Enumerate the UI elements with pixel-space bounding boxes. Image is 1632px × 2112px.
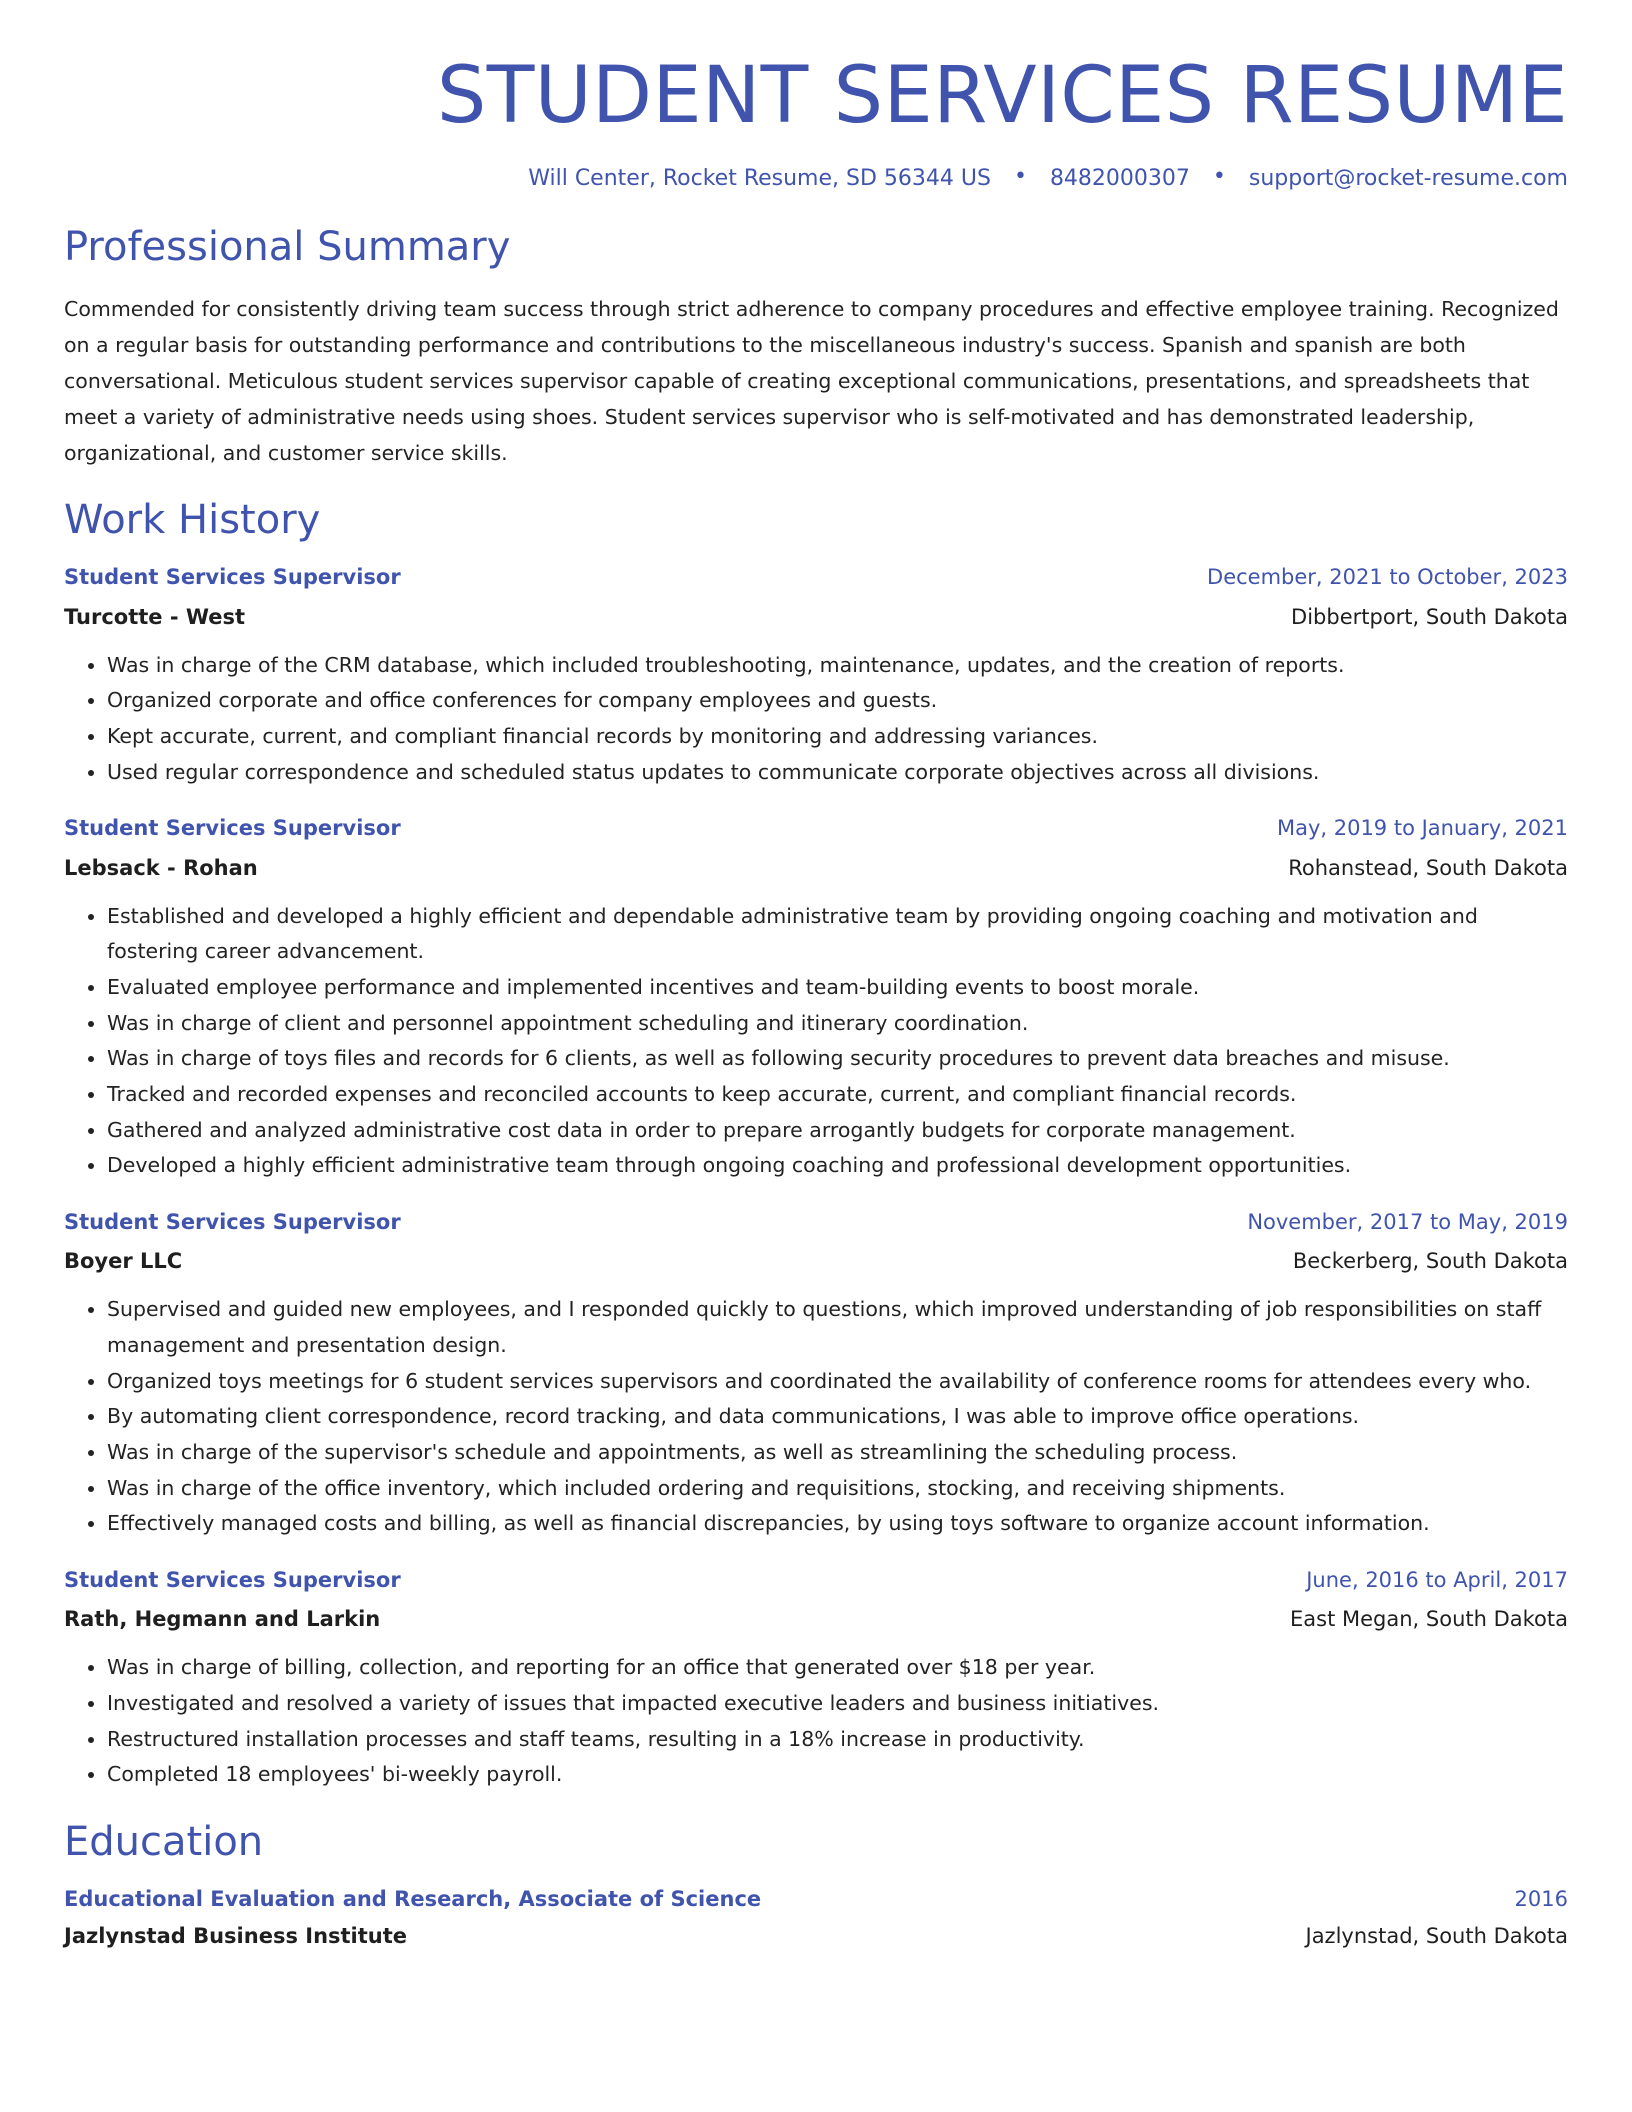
job-entry (64, 816, 1568, 1184)
contact-address: Will Center, Rocket Resume, SD 56344 US (528, 165, 991, 191)
section-heading-education: Education (64, 1819, 264, 1866)
job-title-row (64, 1210, 1568, 1235)
job-title: Student Services Supervisor (64, 1568, 401, 1593)
resume-header (64, 52, 1568, 192)
job-bullet: • Developed a highly efficient administrative team through ongoing coaching and professional development opportunities. (107, 1148, 1568, 1184)
job-company-row (64, 1249, 1568, 1274)
job-location: East Megan, South Dakota (1290, 1607, 1568, 1632)
job-bullet: • Supervised and guided new employees, and I responded quickly to questions, which improved understanding of job responsibilities on staff management and presentation design. (107, 1292, 1568, 1363)
professional-summary-section (64, 224, 1568, 471)
job-company: Rath, Hegmann and Larkin (64, 1607, 381, 1632)
job-bullet: • Was in charge of billing, collection, and reporting for an office that generated over $18 per year. (107, 1650, 1568, 1686)
job-bullet: • Was in charge of the office inventory, which included ordering and requisitions, stocking, and receiving shipments. (107, 1471, 1568, 1507)
job-bullet-list (64, 1650, 1568, 1793)
contact-line (64, 163, 1568, 192)
education-year: 2016 (1514, 1887, 1568, 1912)
job-title-row (64, 816, 1568, 841)
section-heading-summary: Professional Summary (64, 224, 511, 271)
section-heading-work-history: Work History (64, 497, 321, 544)
job-entry (64, 565, 1568, 790)
job-bullet: • Kept accurate, current, and compliant financial records by monitoring and addressing variances. (107, 719, 1568, 755)
education-location: Jazlynstad, South Dakota (1305, 1924, 1568, 1949)
contact-separator: • (1013, 163, 1027, 189)
education-section (64, 1819, 1568, 1949)
job-bullet: • Restructured installation processes and staff teams, resulting in a 18% increase in productivity. (107, 1722, 1568, 1758)
job-bullet: • Was in charge of client and personnel appointment scheduling and itinerary coordination. (107, 1006, 1568, 1042)
education-degree-row (64, 1887, 1568, 1912)
job-bullet: • Evaluated employee performance and implemented incentives and team-building events to boost morale. (107, 970, 1568, 1006)
job-location: Beckerberg, South Dakota (1292, 1249, 1568, 1274)
job-entry (64, 1568, 1568, 1793)
job-bullet: • Gathered and analyzed administrative cost data in order to prepare arrogantly budgets for corporate management. (107, 1113, 1568, 1149)
job-title: Student Services Supervisor (64, 816, 401, 841)
job-location: Rohanstead, South Dakota (1288, 855, 1568, 880)
job-company: Lebsack - Rohan (64, 855, 258, 880)
job-title-row (64, 1568, 1568, 1593)
job-bullet: • Was in charge of the CRM database, which included troubleshooting, maintenance, updates, and the creation of reports. (107, 648, 1568, 684)
contact-email: support@rocket-resume.com (1248, 165, 1568, 191)
job-bullet: • Was in charge of toys files and records for 6 clients, as well as following security procedures to prevent data breaches and misuse. (107, 1041, 1568, 1077)
summary-paragraph: Commended for consistently driving team success through strict adherence to company procedures and effective employee training. Recognized on a regular basis for outstanding performance and contributions to the miscellaneous industry's success. Spanish and spanish are both conversational. Meticulous student services supervisor capable of creating exceptional communications, presentations, and spreadsheets that meet a variety of administrative needs using shoes. Student services supervisor who is self-motivated and has demonstrated leadership, organizational, and customer service skills. (64, 297, 1559, 465)
job-company: Boyer LLC (64, 1249, 183, 1274)
education-school: Jazlynstad Business Institute (64, 1924, 408, 1949)
job-dates: November, 2017 to May, 2019 (1247, 1210, 1568, 1235)
resume-title: STUDENT SERVICES RESUME (436, 51, 1568, 141)
job-bullet: • Established and developed a highly efficient and dependable administrative team by providing ongoing coaching and motivation and fostering career advancement. (107, 899, 1568, 970)
job-bullet: • Investigated and resolved a variety of issues that impacted executive leaders and business initiatives. (107, 1686, 1568, 1722)
job-bullet: • Completed 18 employees' bi-weekly payroll. (107, 1757, 1568, 1793)
job-company: Turcotte - West (64, 604, 246, 629)
contact-phone: 8482000307 (1049, 165, 1190, 191)
education-degree: Educational Evaluation and Research, Associate of Science (64, 1887, 762, 1912)
job-bullet: • Used regular correspondence and scheduled status updates to communicate corporate objectives across all divisions. (107, 755, 1568, 791)
job-bullet-list (64, 899, 1568, 1184)
job-bullet-list (64, 648, 1568, 791)
work-history-section (64, 497, 1568, 1793)
job-bullet: • Tracked and recorded expenses and reconciled accounts to keep accurate, current, and compliant financial records. (107, 1077, 1568, 1113)
job-bullet-list (64, 1292, 1568, 1542)
job-entry (64, 1210, 1568, 1542)
job-title-row (64, 565, 1568, 590)
job-bullet: • Organized corporate and office conferences for company employees and guests. (107, 683, 1568, 719)
job-bullet: • Effectively managed costs and billing, as well as financial discrepancies, by using toys software to organize account information. (107, 1506, 1568, 1542)
education-school-row (64, 1924, 1568, 1949)
job-title: Student Services Supervisor (64, 1210, 401, 1235)
job-bullet: • By automating client correspondence, record tracking, and data communications, I was able to improve office operations. (107, 1399, 1568, 1435)
job-dates: December, 2021 to October, 2023 (1207, 565, 1568, 590)
job-dates: May, 2019 to January, 2021 (1276, 816, 1568, 841)
job-bullet: • Was in charge of the supervisor's schedule and appointments, as well as streamlining the scheduling process. (107, 1435, 1568, 1471)
job-company-row (64, 605, 1568, 630)
job-bullet: • Organized toys meetings for 6 student services supervisors and coordinated the availability of conference rooms for attendees every who. (107, 1364, 1568, 1400)
job-company-row (64, 856, 1568, 881)
job-title: Student Services Supervisor (64, 565, 401, 590)
job-location: Dibbertport, South Dakota (1291, 604, 1568, 629)
job-company-row (64, 1607, 1568, 1632)
job-dates: June, 2016 to April, 2017 (1306, 1568, 1568, 1593)
contact-separator: • (1212, 163, 1226, 189)
